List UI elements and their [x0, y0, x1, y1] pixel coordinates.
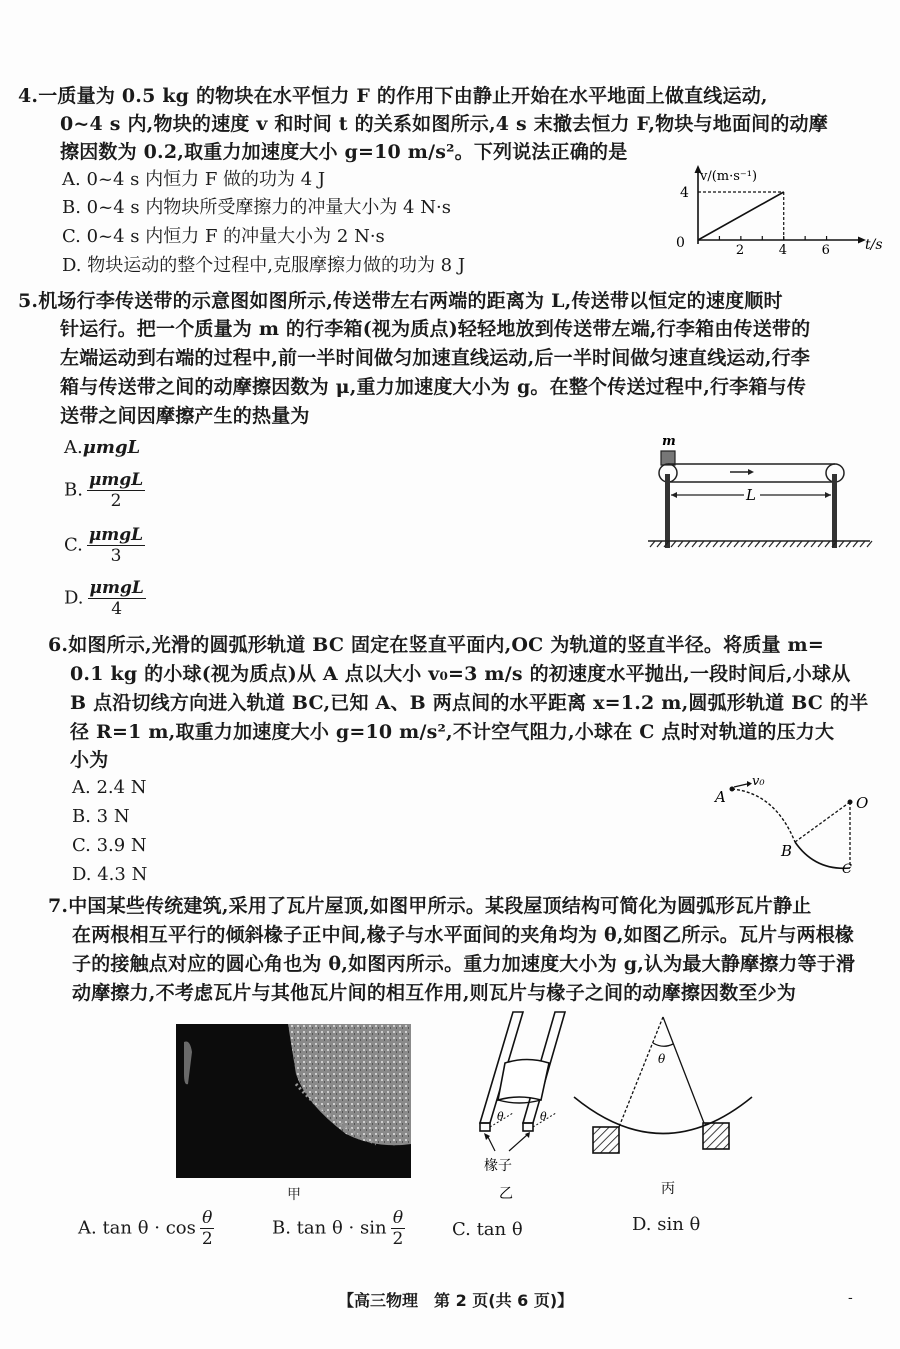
- vt-chart: [670, 162, 890, 257]
- right-post: [832, 474, 837, 548]
- point-o-label: O: [856, 794, 869, 812]
- center-o-dot: [848, 800, 853, 805]
- option-label: B. tan θ · sin: [272, 1217, 387, 1239]
- hatch-mark: [860, 541, 865, 547]
- projectile-path: [732, 789, 795, 842]
- series-line: [698, 192, 784, 240]
- q5-stem-line-5: 送带之间因摩擦产生的热量为: [60, 405, 310, 427]
- q4-option-a: A. 0~4 s 内恒力 F 做的功为 4 J: [62, 169, 326, 190]
- left-post: [665, 474, 670, 548]
- hatch-mark: [790, 541, 795, 547]
- q6-option-c: C. 3.9 N: [72, 835, 147, 856]
- hatch-mark: [811, 541, 816, 547]
- option-label: B.: [64, 479, 83, 501]
- denominator: 2: [392, 1229, 404, 1249]
- option-label: C.: [64, 534, 83, 556]
- chart-origin-label: 0: [676, 235, 685, 251]
- hatch-mark: [727, 541, 732, 547]
- fraction: [87, 470, 145, 511]
- hatch-mark: [671, 541, 676, 547]
- point-c-label: C: [842, 862, 852, 873]
- numerator: μmgL: [88, 470, 144, 490]
- q7-stem-line-2: 在两根相互平行的倾斜椽子正中间,椽子与水平面间的夹角均为 θ,如图乙所示。瓦片与两根椽: [72, 924, 855, 946]
- q6-stem-line-4: 径 R=1 m,取重力加速度大小 g=10 m/s²,不计空气阻力,小球在 C 点时对轨道的压力大: [70, 721, 835, 743]
- hatch-mark: [692, 541, 697, 547]
- page-footer: 【高三物理 第 2 页(共 6 页)】: [338, 1291, 574, 1310]
- fraction: [88, 578, 146, 619]
- q7-option-d: D. sin θ: [632, 1214, 701, 1235]
- x-tick-label: 6: [821, 243, 830, 257]
- q4-stem-line-1: 4.一质量为 0.5 kg 的物块在水平恒力 F 的作用下由静止开始在水平地面上做直线运动,: [18, 85, 768, 107]
- conveyor-figure: [640, 432, 875, 552]
- q4-stem-line-2: 0~4 s 内,物块的速度 v 和时间 t 的关系如图所示,4 s 末撤去恒力 F,物块与地面间的动摩: [60, 113, 828, 135]
- radius-left: [619, 1017, 663, 1127]
- hatch-mark: [734, 541, 739, 547]
- q4-option-d: D. 物块运动的整个过程中,克服摩擦力做的功为 8 J: [62, 255, 466, 276]
- numerator: μmgL: [89, 578, 144, 598]
- numerator: μmgL: [88, 525, 144, 545]
- photo-roof-tiles: [288, 1024, 411, 1145]
- theta-left-label: θ: [497, 1110, 504, 1123]
- fraction: [391, 1208, 406, 1249]
- v0-arrow: [734, 784, 747, 787]
- q5-option-c: [64, 525, 145, 566]
- q5-stem-line-3: 左端运动到右端的过程中,前一半时间做匀加速直线运动,后一半时间做匀速直线运动,行李: [60, 347, 811, 369]
- q6-stem-line-2: 0.1 kg 的小球(视为质点)从 A 点以大小 v₀=3 m/s 的初速度水平抛出,一段时间后,小球从: [70, 663, 851, 685]
- x-tick-label: 2: [735, 243, 745, 257]
- pointer-right-head-icon: [525, 1132, 530, 1138]
- dim-arrow-left-icon: [671, 492, 677, 498]
- hatch-mark: [741, 541, 746, 547]
- chart-x-axis-label: t/s: [865, 237, 883, 253]
- q6-stem-line-5: 小为: [70, 749, 109, 771]
- fraction: [87, 525, 145, 566]
- photo-illustration: [176, 1024, 411, 1178]
- rafter-figure: [455, 1008, 575, 1200]
- denominator: 4: [111, 599, 123, 619]
- chart-y-axis-label: v/(m·s⁻¹): [700, 169, 758, 184]
- theta-right-label: θ: [540, 1110, 547, 1123]
- numerator: θ: [392, 1208, 404, 1228]
- left-rafter-section: [593, 1127, 619, 1153]
- x-tick-label: 4: [778, 243, 787, 257]
- hatch-mark: [853, 541, 858, 547]
- hatch-mark: [657, 541, 662, 547]
- denominator: 2: [110, 491, 122, 511]
- q7-option-a: [78, 1208, 215, 1249]
- radius-ob: [795, 802, 850, 842]
- hatch-mark: [748, 541, 753, 547]
- right-rafter-section: [703, 1123, 729, 1149]
- photo-left-highlight: [184, 1041, 192, 1084]
- tile-cross-section-figure: [568, 1015, 768, 1197]
- q5-stem-line-1: 5.机场行李传送带的示意图如图所示,传送带左右两端的距离为 L,传送带以恒定的速度顺时: [18, 290, 783, 312]
- ground-hatching: [650, 541, 872, 547]
- point-b-label: B: [781, 842, 793, 860]
- q5-option-a: [64, 436, 140, 460]
- denominator: 3: [110, 546, 122, 566]
- option-label: A.: [64, 437, 83, 458]
- hatch-mark: [769, 541, 774, 547]
- central-angle-arc: [653, 1043, 673, 1046]
- roof-tile-photo: [176, 1024, 411, 1178]
- hatch-mark: [804, 541, 809, 547]
- hatch-mark: [818, 541, 823, 547]
- radius-right: [663, 1017, 704, 1123]
- y-tick-label: 4: [680, 185, 689, 201]
- hatch-mark: [839, 541, 844, 547]
- tile-front-edge: [498, 1100, 541, 1103]
- theta-label: θ: [658, 1052, 666, 1066]
- option-label: D.: [64, 587, 84, 609]
- luggage-box: [661, 451, 675, 465]
- hatch-mark: [846, 541, 851, 547]
- option-label: A. tan θ · cos: [78, 1217, 196, 1239]
- arrow-head-icon: [748, 469, 754, 475]
- q5-stem-line-2: 针运行。把一个质量为 m 的行李箱(视为质点)轻轻地放到传送带左端,行李箱由传送带的: [60, 318, 811, 340]
- q6-option-a: A. 2.4 N: [72, 777, 147, 798]
- figure-bing-caption: 丙: [661, 1181, 675, 1197]
- q4-stem-line-3: 擦因数为 0.2,取重力加速度大小 g=10 m/s²。下列说法正确的是: [60, 141, 628, 163]
- hatch-mark: [678, 541, 683, 547]
- point-a-label: A: [715, 788, 726, 806]
- dim-arrow-right-icon: [825, 492, 831, 498]
- q6-option-d: D. 4.3 N: [72, 864, 148, 885]
- q6-stem-line-3: B 点沿切线方向进入轨道 BC,已知 A、B 两点间的水平距离 x=1.2 m,圆弧形轨道 BC 的半: [70, 692, 869, 714]
- hatch-mark: [650, 541, 655, 547]
- q6-option-b: B. 3 N: [72, 806, 130, 827]
- length-label: L: [746, 486, 756, 504]
- pointer-right: [509, 1135, 527, 1151]
- mass-label: m: [662, 434, 676, 449]
- hatch-mark: [776, 541, 781, 547]
- hatch-mark: [699, 541, 704, 547]
- q7-stem-line-3: 子的接触点对应的圆心角也为 θ,如图丙所示。重力加速度大小为 g,认为最大静摩擦力等于滑: [72, 953, 856, 975]
- hatch-mark: [706, 541, 711, 547]
- q5-stem-line-4: 箱与传送带之间的动摩擦因数为 μ,重力加速度大小为 g。在整个传送过程中,行李箱与传: [60, 376, 807, 398]
- hatch-mark: [783, 541, 788, 547]
- q7-option-c: C. tan θ: [452, 1219, 523, 1240]
- hatch-mark: [720, 541, 725, 547]
- figure-jia-caption: 甲: [287, 1187, 301, 1203]
- numerator: θ: [202, 1208, 213, 1228]
- rafter-label: 椽子: [484, 1158, 512, 1174]
- q4-option-b: B. 0~4 s 内物块所受摩擦力的冲量大小为 4 N·s: [62, 197, 451, 218]
- denominator: 2: [201, 1229, 213, 1249]
- q6-stem-line-1: 6.如图所示,光滑的圆弧形轨道 BC 固定在竖直平面内,OC 为轨道的竖直半径。将质量 m=: [48, 634, 824, 656]
- q7-option-b: [272, 1208, 405, 1249]
- q7-stem-line-1: 7.中国某些传统建筑,采用了瓦片屋顶,如图甲所示。某段屋顶结构可简化为圆弧形瓦片静止: [48, 895, 812, 917]
- q7-stem-line-4: 动摩擦力,不考虑瓦片与其他瓦片间的相互作用,则瓦片与椽子之间的动摩擦因数至少为: [72, 982, 797, 1004]
- option-expression: μmgL: [82, 437, 141, 458]
- hatch-mark: [825, 541, 830, 547]
- fraction: [200, 1208, 215, 1249]
- q4-option-c: C. 0~4 s 内恒力 F 的冲量大小为 2 N·s: [62, 226, 385, 247]
- hatch-mark: [867, 541, 872, 547]
- hatch-mark: [685, 541, 690, 547]
- figure-yi-caption: 乙: [499, 1186, 513, 1200]
- curved-tile: [498, 1060, 549, 1101]
- hatch-mark: [755, 541, 760, 547]
- q5-option-b: [64, 470, 145, 511]
- hatch-mark: [713, 541, 718, 547]
- hatch-mark: [797, 541, 802, 547]
- q5-option-d: [64, 578, 146, 619]
- hatch-mark: [762, 541, 767, 547]
- v0-label: v₀: [752, 774, 765, 789]
- footer-mark: -: [848, 1290, 853, 1306]
- projectile-track-figure: [705, 768, 875, 873]
- left-rafter-end: [480, 1123, 490, 1131]
- right-rafter-end: [523, 1123, 533, 1131]
